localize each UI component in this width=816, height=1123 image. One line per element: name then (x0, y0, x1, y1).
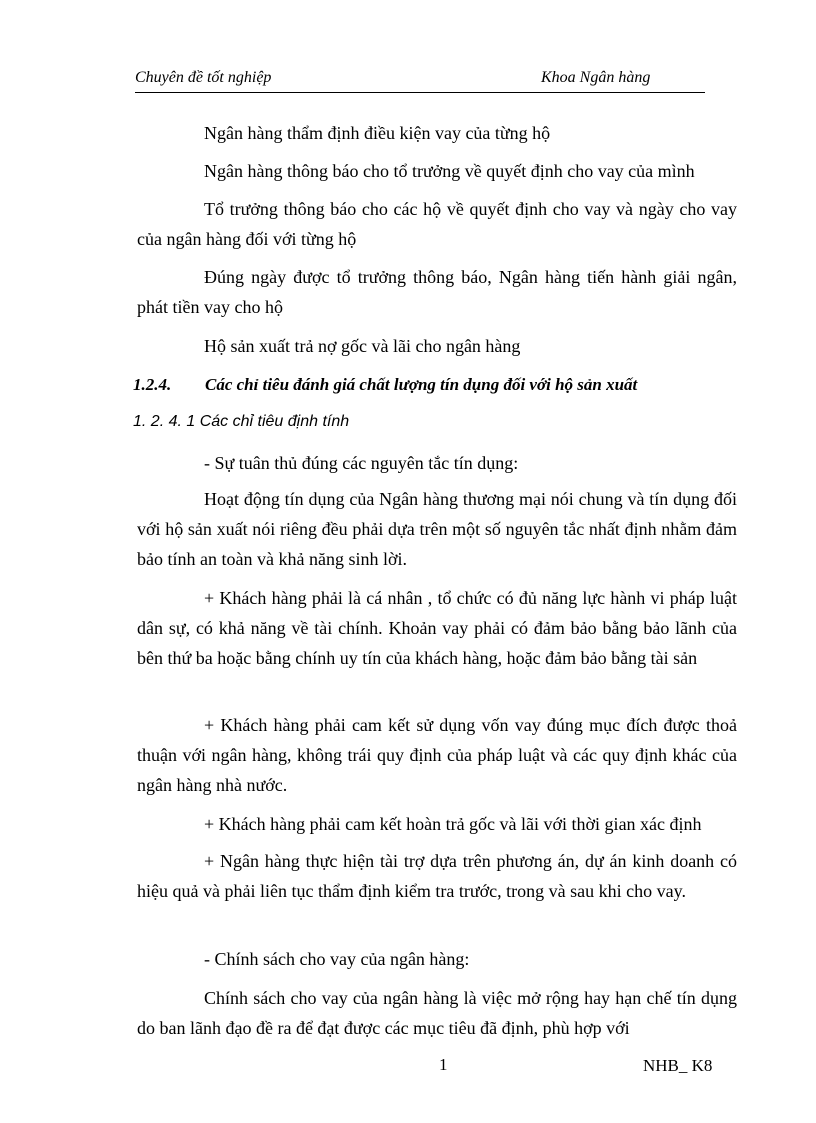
section-number: 1.2.4. (133, 375, 172, 394)
header-document-title: Chuyên đề tốt nghiệp (135, 69, 272, 86)
paragraph-text: + Khách hàng phải là cá nhân , tổ chức có đủ năng lực hành vi pháp luật dân sự, có khả năng về tài chính. Khoản vay phải có đảm bảo bằng bảo lãnh của bên thứ ba hoặc bằng chính uy tín của khách hàng, hoặc đảm bảo bằng tài sản (137, 588, 737, 668)
header-department: Khoa Ngân hàng (541, 69, 651, 86)
paragraph-repayment: Hộ sản xuất trả nợ gốc và lãi cho ngân hàng (204, 336, 521, 356)
paragraph-appraisal: Ngân hàng thẩm định điều kiện vay của từng hộ (204, 123, 551, 143)
page-number: 1 (439, 1055, 448, 1074)
bullet-principles: - Sự tuân thủ đúng các nguyên tắc tín dụng: (204, 453, 519, 473)
paragraph-policy-definition (137, 983, 737, 1043)
paragraph-credit-activity (137, 484, 737, 574)
subsection-heading: 1. 2. 4. 1 Các chỉ tiêu định tính (133, 413, 350, 430)
section-title: Các chỉ tiêu đánh giá chất lượng tín dụng đối với hộ sản xuất (205, 375, 638, 394)
section-heading (133, 370, 743, 400)
paragraph-text: Tổ trưởng thông báo cho các hộ về quyết định cho vay và ngày cho vay của ngân hàng đối với từng hộ (137, 199, 737, 249)
bullet-lending-policy: - Chính sách cho vay của ngân hàng: (204, 949, 470, 969)
paragraph-text: + Khách hàng phải cam kết sử dụng vốn vay đúng mục đích được thoả thuận với ngân hàng, không trái quy định của pháp luật và các quy định khác của ngân hàng nhà nước. (137, 715, 737, 795)
paragraph-repay-commit: + Khách hàng phải cam kết hoàn trả gốc và lãi với thời gian xác định (204, 814, 702, 834)
paragraph-customer-capacity (137, 583, 737, 673)
page-header (135, 66, 705, 93)
paragraph-text: Chính sách cho vay của ngân hàng là việc mở rộng hay hạn chế tín dụng do ban lãnh đạo đề ra để đạt được các mục tiêu đã định, phù hợp với (137, 988, 737, 1038)
paragraph-purpose (137, 710, 737, 800)
paragraph-notify-leader: Ngân hàng thông báo cho tổ trưởng về quyết định cho vay của mình (204, 161, 695, 181)
paragraph-text: Hoạt động tín dụng của Ngân hàng thương mại nói chung và tín dụng đối với hộ sản xuất nói riêng đều phải dựa trên một số nguyên tắc nhất định nhằm đảm bảo tính an toàn và khả năng sinh lời. (137, 489, 737, 569)
footer-code: NHB_ K8 (643, 1056, 713, 1075)
paragraph-disbursement (137, 262, 737, 322)
paragraph-text: Đúng ngày được tổ trưởng thông báo, Ngân hàng tiến hành giải ngân, phát tiền vay cho hộ (137, 267, 737, 317)
paragraph-bank-financing (137, 846, 737, 906)
paragraph-text: + Ngân hàng thực hiện tài trợ dựa trên phương án, dự án kinh doanh có hiệu quả và phải liên tục thẩm định kiểm tra trước, trong và sau khi cho vay. (137, 851, 737, 901)
paragraph-leader-notify (137, 194, 737, 254)
